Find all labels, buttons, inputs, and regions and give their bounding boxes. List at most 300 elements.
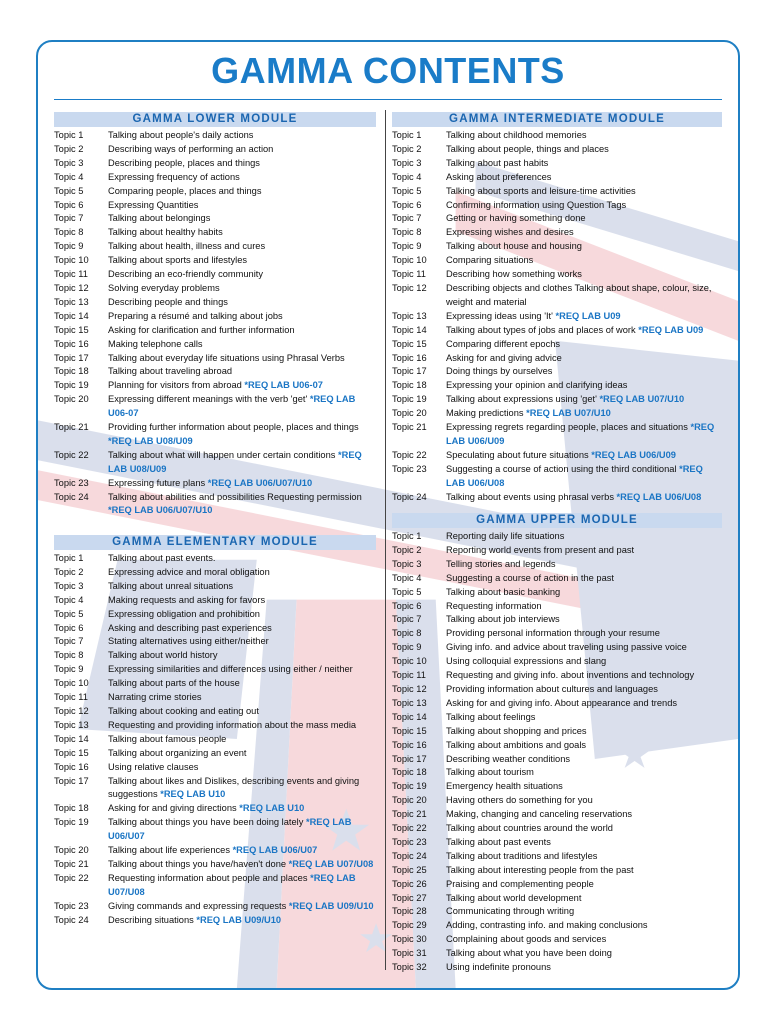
- topic-number: Topic 18: [392, 380, 427, 391]
- topic-number: Topic 22: [54, 449, 89, 460]
- topic-text: Complaining about goods and services: [446, 934, 607, 945]
- topic-description: [446, 407, 722, 421]
- topic-description: [446, 393, 722, 407]
- topic-text: Talking about past events: [446, 836, 551, 847]
- lab-requirement-tag: *REQ LAB U08/U09: [108, 449, 362, 474]
- topic-number: Topic 16: [392, 352, 427, 363]
- topic-text: Having others do something for you: [446, 795, 593, 806]
- topic-text: Comparing situations: [446, 255, 534, 266]
- topic-row: [392, 864, 722, 878]
- topic-text: Talking about shopping and prices: [446, 725, 587, 736]
- lab-requirement-tag: *REQ LAB U06/U07/U10: [207, 477, 313, 488]
- topic-number: Topic 22: [392, 449, 427, 460]
- topic-description: [446, 961, 722, 975]
- topic-number: Topic 32: [392, 962, 427, 973]
- topic-number: Topic 1: [54, 553, 84, 563]
- topic-text: Describing weather conditions: [446, 753, 571, 764]
- topic-number: Topic 23: [54, 477, 89, 488]
- lab-requirement-tag: *REQ LAB U07/U10: [599, 394, 685, 405]
- topic-row: [392, 919, 722, 933]
- page-title: GAMMA CONTENTS: [211, 50, 565, 91]
- topic-text: Using indefinite pronouns: [446, 962, 551, 973]
- topic-text: Giving commands and expressing requests: [108, 900, 289, 911]
- topic-text: Speculating about future situations: [446, 449, 592, 460]
- topic-description: [446, 600, 722, 614]
- topic-text: Talking about health, illness and cures: [108, 241, 266, 252]
- topic-row: [392, 794, 722, 808]
- topic-description: [446, 655, 722, 669]
- topic-text: Stating alternatives using either/neither: [108, 636, 269, 647]
- topic-number: Topic 11: [54, 269, 88, 280]
- topic-row: [54, 421, 376, 449]
- topic-number: Topic 20: [392, 408, 427, 419]
- topic-text: Confirming information using Question Tags: [446, 199, 627, 210]
- lower-module-heading: GAMMA LOWER MODULE: [54, 112, 376, 127]
- topic-row: [54, 802, 376, 816]
- topic-description: [446, 199, 722, 213]
- topic-row: [54, 226, 376, 240]
- topic-description: [446, 683, 722, 697]
- topic-description: [446, 572, 722, 586]
- topic-number: Topic 30: [392, 934, 427, 945]
- topic-number: Topic 25: [392, 864, 427, 875]
- topic-text: Talking about traditions and lifestyles: [446, 850, 598, 861]
- topic-text: Expressing ideas using 'It': [446, 310, 556, 321]
- topic-description: [446, 669, 722, 683]
- topic-text: Suggesting a course of action using the third conditional: [446, 463, 680, 474]
- topic-description: [108, 622, 376, 636]
- topic-row: [392, 338, 722, 352]
- topic-row: [392, 600, 722, 614]
- lab-requirement-tag: *REQ LAB U06/U07/U10: [108, 505, 213, 516]
- topic-description: [446, 725, 722, 739]
- topic-row: [392, 697, 722, 711]
- topic-row: [54, 816, 376, 844]
- topic-number: Topic 27: [392, 892, 427, 903]
- topic-row: [392, 310, 722, 324]
- topic-description: [446, 558, 722, 572]
- topic-description: [108, 185, 376, 199]
- topic-text: Talking about job interviews: [446, 614, 560, 625]
- topic-row: [54, 552, 376, 566]
- topic-description: [446, 463, 722, 491]
- topic-text: Talking about world development: [446, 892, 582, 903]
- topic-number: Topic 2: [54, 566, 84, 577]
- topic-text: Talking about world history: [108, 650, 218, 661]
- topic-description: [108, 296, 376, 310]
- topic-row: [54, 775, 376, 803]
- intermediate-module-heading: GAMMA INTERMEDIATE MODULE: [392, 112, 722, 127]
- lab-requirement-tag: *REQ LAB U06-07: [244, 380, 323, 391]
- topic-number: Topic 13: [392, 310, 427, 321]
- lab-requirement-tag: *REQ LAB U07/U10: [526, 408, 611, 419]
- topic-row: [392, 544, 722, 558]
- topic-number: Topic 24: [54, 491, 89, 502]
- topic-number: Topic 9: [54, 241, 84, 252]
- topic-text: Requesting information about people and places: [108, 872, 311, 883]
- topic-text: Talking about cooking and eating out: [108, 705, 259, 716]
- topic-number: Topic 7: [54, 213, 84, 224]
- topic-number: Topic 8: [392, 227, 422, 238]
- topic-row: [392, 892, 722, 906]
- topic-row: [54, 900, 376, 914]
- topic-text: Talking about childhood memories: [446, 130, 587, 140]
- topic-description: [446, 254, 722, 268]
- topic-row: [392, 683, 722, 697]
- topic-row: [392, 905, 722, 919]
- topic-number: Topic 3: [54, 580, 84, 591]
- topic-row: [392, 530, 722, 544]
- topic-row: [54, 449, 376, 477]
- topic-description: [108, 421, 376, 449]
- topic-description: [446, 324, 722, 338]
- topic-row: [392, 878, 722, 892]
- lab-requirement-tag: *REQ LAB U06/U09: [446, 422, 715, 446]
- topic-text: Expressing advice and moral obligation: [108, 566, 270, 577]
- lab-requirement-tag: *REQ LAB U06/U08: [446, 463, 703, 488]
- topic-number: Topic 10: [54, 255, 89, 266]
- topic-description: [446, 365, 722, 379]
- topic-row: [54, 171, 376, 185]
- topic-description: [108, 663, 376, 677]
- topic-row: [54, 310, 376, 324]
- topic-text: Asking for clarification and further information: [108, 324, 295, 335]
- topic-row: [54, 649, 376, 663]
- topic-text: Talking about basic banking: [446, 586, 561, 597]
- topic-number: Topic 26: [392, 878, 427, 889]
- topic-description: [446, 268, 722, 282]
- topic-row: [392, 407, 722, 421]
- topic-description: [108, 157, 376, 171]
- topic-number: Topic 7: [54, 636, 84, 647]
- topic-text: Talking about what you have been doing: [446, 948, 612, 959]
- topic-text: Providing further information about people, places and things: [108, 422, 359, 433]
- topic-number: Topic 15: [54, 324, 89, 335]
- topic-text: Giving info. and advice about traveling using passive voice: [446, 642, 687, 653]
- topic-row: [54, 733, 376, 747]
- topic-text: Doing things by ourselves: [446, 366, 553, 377]
- topic-number: Topic 14: [392, 324, 427, 335]
- topic-number: Topic 15: [54, 747, 89, 758]
- topic-description: [446, 697, 722, 711]
- topic-description: [108, 580, 376, 594]
- lower-module-topic-list: [54, 129, 376, 518]
- topic-text: Describing ways of performing an action: [108, 143, 274, 154]
- topic-row: [392, 185, 722, 199]
- topic-number: Topic 19: [392, 394, 427, 405]
- topic-number: Topic 3: [392, 558, 422, 569]
- topic-number: Topic 1: [54, 130, 84, 140]
- topic-description: [446, 878, 722, 892]
- topic-text: Talking about belongings: [108, 213, 211, 224]
- topic-description: [108, 761, 376, 775]
- topic-description: [108, 677, 376, 691]
- topic-number: Topic 4: [54, 171, 84, 182]
- topic-text: Talking about everyday life situations using Phrasal Verbs: [108, 352, 345, 363]
- topic-text: Reporting daily life situations: [446, 531, 565, 541]
- title-underline: [54, 99, 722, 100]
- topic-row: [392, 393, 722, 407]
- topic-row: [392, 240, 722, 254]
- topic-text: Talking about house and housing: [446, 241, 582, 252]
- topic-text: Describing situations: [108, 914, 197, 925]
- topic-description: [108, 143, 376, 157]
- topic-row: [392, 254, 722, 268]
- topic-text: Talking about events using phrasal verbs: [446, 491, 617, 502]
- topic-text: Describing objects and clothes Talking about shape, colour, size, weight and material: [446, 282, 712, 307]
- topic-text: Talking about past habits: [446, 157, 549, 168]
- lab-requirement-tag: *REQ LAB U09: [638, 324, 704, 335]
- lower-module-section: [54, 112, 376, 518]
- topic-text: Expressing frequency of actions: [108, 171, 240, 182]
- topic-text: Making telephone calls: [108, 338, 203, 349]
- topic-row: [54, 324, 376, 338]
- topic-row: [54, 282, 376, 296]
- topic-row: [392, 463, 722, 491]
- topic-number: Topic 5: [54, 608, 84, 619]
- topic-description: [108, 705, 376, 719]
- topic-number: Topic 24: [392, 491, 427, 502]
- topic-row: [54, 268, 376, 282]
- topic-number: Topic 21: [54, 858, 89, 869]
- topic-text: Using colloquial expressions and slang: [446, 656, 607, 667]
- lab-requirement-tag: *REQ LAB U06-07: [108, 394, 356, 419]
- topic-row: [54, 379, 376, 393]
- topic-row: [54, 747, 376, 761]
- topic-row: [54, 296, 376, 310]
- topic-row: [392, 961, 722, 975]
- topic-text: Talking about things you have been doing lately: [108, 817, 306, 828]
- topic-row: [392, 379, 722, 393]
- lab-requirement-tag: *REQ LAB U10: [239, 803, 305, 814]
- topic-description: [446, 491, 722, 505]
- topic-number: Topic 6: [54, 199, 84, 210]
- topic-number: Topic 9: [392, 642, 422, 653]
- topic-row: [54, 491, 376, 519]
- topic-row: [54, 677, 376, 691]
- topic-description: [446, 711, 722, 725]
- topic-description: [446, 421, 722, 449]
- topic-description: [446, 449, 722, 463]
- topic-description: [108, 365, 376, 379]
- topic-description: [446, 766, 722, 780]
- topic-text: Expressing similarities and differences using either / neither: [108, 664, 353, 675]
- topic-text: Talking about interesting people from the past: [446, 864, 634, 875]
- topic-description: [446, 753, 722, 767]
- topic-text: Talking about organizing an event: [108, 747, 247, 758]
- topic-text: Expressing wishes and desires: [446, 227, 574, 238]
- topic-description: [446, 544, 722, 558]
- topic-number: Topic 2: [392, 143, 422, 154]
- topic-row: [392, 324, 722, 338]
- topic-text: Making requests and asking for favors: [108, 594, 266, 605]
- topic-number: Topic 4: [54, 594, 84, 605]
- topic-description: [446, 892, 722, 906]
- topic-number: Topic 5: [392, 586, 422, 597]
- topic-text: Talking about abilities and possibilities Requesting permission: [108, 491, 362, 502]
- topic-number: Topic 14: [54, 733, 89, 744]
- topic-text: Preparing a résumé and talking about jobs: [108, 310, 283, 321]
- topic-row: [392, 226, 722, 240]
- topic-description: [108, 594, 376, 608]
- topic-number: Topic 8: [54, 227, 84, 238]
- topic-number: Topic 13: [392, 697, 427, 708]
- topic-description: [446, 282, 722, 310]
- topic-description: [108, 691, 376, 705]
- topic-text: Talking about likes and Dislikes, describing events and giving suggestions: [108, 775, 360, 800]
- topic-row: [392, 822, 722, 836]
- topic-text: Providing information about cultures and languages: [446, 683, 658, 694]
- topic-number: Topic 6: [54, 622, 84, 633]
- topic-number: Topic 12: [54, 282, 89, 293]
- lab-requirement-tag: *REQ LAB U07/U08: [288, 858, 374, 869]
- topic-description: [108, 900, 376, 914]
- topic-description: [446, 808, 722, 822]
- topic-description: [446, 947, 722, 961]
- topic-text: Talking about ambitions and goals: [446, 739, 587, 750]
- topic-number: Topic 19: [392, 781, 427, 792]
- topic-row: [392, 491, 722, 505]
- topic-description: [446, 352, 722, 366]
- topic-number: Topic 20: [54, 394, 89, 405]
- topic-row: [392, 669, 722, 683]
- topic-text: Praising and complementing people: [446, 878, 594, 889]
- topic-row: [54, 844, 376, 858]
- topic-number: Topic 17: [392, 753, 427, 764]
- topic-number: Topic 22: [54, 872, 89, 883]
- topic-text: Asking for and giving directions: [108, 803, 240, 814]
- topic-description: [446, 836, 722, 850]
- topic-description: [108, 282, 376, 296]
- topic-number: Topic 11: [392, 269, 426, 280]
- topic-description: [108, 872, 376, 900]
- topic-number: Topic 16: [392, 739, 427, 750]
- topic-text: Describing how something works: [446, 269, 582, 280]
- topic-number: Topic 16: [54, 761, 89, 772]
- topic-row: [54, 393, 376, 421]
- topic-number: Topic 13: [54, 296, 89, 307]
- topic-row: [54, 761, 376, 775]
- lab-requirement-tag: *REQ LAB U06/U08: [616, 491, 702, 502]
- topic-number: Topic 11: [392, 670, 426, 681]
- topic-description: [446, 739, 722, 753]
- topic-row: [392, 558, 722, 572]
- topic-row: [54, 622, 376, 636]
- topic-description: [108, 310, 376, 324]
- topic-description: [446, 864, 722, 878]
- intermediate-module-section: [392, 112, 722, 504]
- upper-module-heading: GAMMA UPPER MODULE: [392, 513, 722, 528]
- topic-number: Topic 20: [54, 845, 89, 856]
- topic-number: Topic 23: [54, 900, 89, 911]
- topic-row: [54, 858, 376, 872]
- topic-row: [392, 586, 722, 600]
- topic-row: [54, 365, 376, 379]
- topic-description: [446, 129, 722, 143]
- topic-number: Topic 2: [392, 544, 422, 555]
- topic-number: Topic 9: [54, 664, 84, 675]
- topic-number: Topic 4: [392, 171, 422, 182]
- topic-row: [392, 641, 722, 655]
- topic-number: Topic 17: [54, 775, 89, 786]
- topic-description: [446, 627, 722, 641]
- topic-number: Topic 9: [392, 241, 422, 252]
- topic-number: Topic 22: [392, 823, 427, 834]
- topic-text: Using relative clauses: [108, 761, 199, 772]
- topic-text: Asking and describing past experiences: [108, 622, 272, 633]
- topic-description: [108, 171, 376, 185]
- topic-text: Talking about parts of the house: [108, 678, 240, 689]
- topic-text: Talking about people, things and places: [446, 143, 609, 154]
- topic-text: Talking about tourism: [446, 767, 534, 778]
- topic-number: Topic 18: [54, 366, 89, 377]
- topic-description: [446, 379, 722, 393]
- topic-number: Topic 21: [392, 809, 427, 820]
- topic-text: Solving everyday problems: [108, 282, 220, 293]
- topic-description: [108, 733, 376, 747]
- topic-description: [108, 338, 376, 352]
- topic-number: Topic 17: [392, 366, 427, 377]
- topic-description: [108, 254, 376, 268]
- topic-text: Expressing different meanings with the verb 'get': [108, 394, 310, 405]
- topic-text: Expressing Quantities: [108, 199, 199, 210]
- topic-description: [446, 212, 722, 226]
- topic-number: Topic 3: [54, 157, 84, 168]
- topic-text: Describing people and things: [108, 296, 228, 307]
- topic-text: Talking about sports and leisure-time activities: [446, 185, 636, 196]
- topic-row: [392, 129, 722, 143]
- topic-description: [108, 449, 376, 477]
- topic-text: Talking about countries around the world: [446, 823, 613, 834]
- topic-row: [392, 572, 722, 586]
- topic-text: Planning for visitors from abroad: [108, 380, 245, 391]
- topic-description: [446, 933, 722, 947]
- topic-description: [446, 794, 722, 808]
- topic-row: [392, 808, 722, 822]
- topic-number: Topic 4: [392, 572, 422, 583]
- topic-number: Topic 6: [392, 199, 422, 210]
- topic-description: [108, 816, 376, 844]
- topic-row: [54, 914, 376, 928]
- topic-text: Talking about feelings: [446, 711, 536, 722]
- topic-text: Talking about sports and lifestyles: [108, 255, 248, 266]
- topic-number: Topic 3: [392, 157, 422, 168]
- topic-text: Expressing your opinion and clarifying ideas: [446, 380, 628, 391]
- topic-row: [54, 663, 376, 677]
- topic-description: [108, 608, 376, 622]
- topic-description: [108, 240, 376, 254]
- topic-text: Talking about healthy habits: [108, 227, 223, 238]
- topic-number: Topic 21: [54, 422, 89, 433]
- topic-number: Topic 1: [392, 130, 422, 140]
- topic-number: Topic 18: [54, 803, 89, 814]
- topic-row: [54, 594, 376, 608]
- topic-text: Comparing different epochs: [446, 338, 561, 349]
- upper-module-topic-list: [392, 530, 722, 975]
- topic-description: [446, 171, 722, 185]
- topic-description: [446, 919, 722, 933]
- topic-number: Topic 2: [54, 143, 84, 154]
- topic-row: [54, 477, 376, 491]
- topic-text: Requesting information: [446, 600, 542, 611]
- elementary-module-heading: GAMMA ELEMENTARY MODULE: [54, 535, 376, 550]
- topic-number: Topic 19: [54, 380, 89, 391]
- topic-text: Talking about life experiences: [108, 845, 233, 856]
- topic-number: Topic 17: [54, 352, 89, 363]
- lab-requirement-tag: *REQ LAB U09/U10: [196, 914, 282, 925]
- topic-description: [446, 310, 722, 324]
- topic-number: Topic 11: [54, 692, 88, 703]
